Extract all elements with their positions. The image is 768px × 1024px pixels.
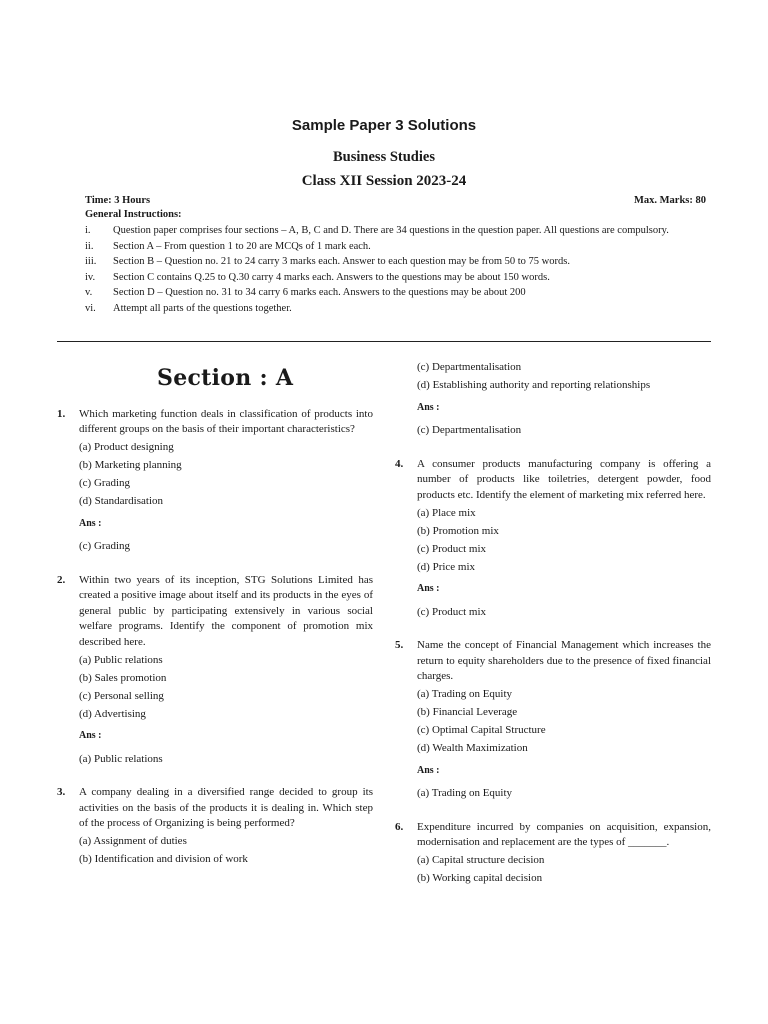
answer-label: Ans : [417,583,440,594]
answer-text: (a) Trading on Equity [417,787,513,799]
option: (b) Promotion mix [417,524,499,537]
question-text: Within two years of its inception, STG Solutions Limited has created a positive image about itself and its products in the eyes of general public by participating extensively in various social welfare programs. Identify the component of promotion mix described here. [79,573,373,648]
question-number: 1. [57,407,66,420]
answer-label: Ans : [417,401,440,413]
question-2 [57,573,373,768]
question-number: 5. [395,639,404,651]
option: (d) Advertising [79,707,146,720]
option: (b) Working capital decision [417,872,543,884]
answer-text: (c) Grading [79,540,131,552]
option: (b) Identification and division of work [79,853,248,865]
question-3-continued [395,360,711,439]
option: (d) Price mix [417,560,476,573]
answer-label: Ans : [417,764,440,776]
option: (b) Marketing planning [79,459,182,471]
question-text: Name the concept of Financial Management which increases the return to equity shareholders due to the presence of fixed financial charges. [417,639,711,682]
instruction-item: v. Section D – Question no. 31 to 34 carry 6 marks each. Answers to the questions may be about 200 [85,287,526,299]
option: (a) Place mix [417,506,476,519]
question-3 [57,785,373,868]
answer-text: (c) Departmentalisation [417,424,522,436]
time-allowed: Time: 3 Hours [85,195,151,206]
instruction-item: iv. Section C contains Q.25 to Q.30 carry 4 marks each. Answers to the questions may be about 150 words. [85,271,550,283]
answer-label: Ans : [79,730,102,741]
option: (d) Wealth Maximization [417,742,528,754]
left-column [57,360,373,868]
option: (a) Assignment of duties [79,835,187,847]
option: (d) Standardisation [79,495,164,507]
option: (a) Capital structure decision [417,854,545,866]
question-number: 4. [395,457,404,470]
option: (c) Personal selling [79,689,164,702]
question-text: A consumer products manufacturing company is offering a number of products like toiletries, detergent powder, food products etc. Identify the element of marketing mix referred here. [417,457,711,501]
question-text: Which marketing function deals in classification of products into different groups on the basis of their important characteristics? [79,407,373,435]
question-6 [395,820,711,887]
section-title: Section : A [157,365,294,391]
option: (c) Optimal Capital Structure [417,724,546,736]
answer-text: (a) Public relations [79,752,163,765]
option: (b) Financial Leverage [417,706,518,718]
answer-label: Ans : [79,517,102,529]
option: (c) Departmentalisation [417,361,522,373]
question-number: 6. [395,820,404,833]
question-4 [395,457,711,621]
header-divider [57,341,711,342]
option: (a) Trading on Equity [417,688,513,700]
right-column [395,360,711,887]
instructions-heading: General Instructions: [85,209,182,220]
answer-text: (c) Product mix [417,605,487,618]
instruction-item: i. Question paper comprises four sections – A, B, C and D. There are 34 questions in the question paper. All questions are compulsory. [85,225,669,236]
option: (a) Public relations [79,653,163,666]
question-number: 3. [57,786,66,798]
question-number: 2. [57,573,66,586]
question-5 [395,638,711,802]
instruction-item: ii. Section A – From question 1 to 20 are MCQs of 1 mark each. [85,240,371,252]
option: (c) Grading [79,477,131,489]
instruction-item: iii. Section B – Question no. 21 to 24 carry 3 marks each. Answer to each question may be from 50 to 75 words. [85,256,570,268]
subject-title: Business Studies [333,149,435,165]
question-text: Expenditure incurred by companies on acquisition, expansion, modernisation and replacement are the types of _______. [417,820,711,848]
instructions-list [85,224,713,318]
max-marks: Max. Marks: 80 [633,195,706,206]
option: (a) Product designing [79,441,174,453]
question-text: A company dealing in a diversified range decided to group its activities on the basis of the products it is dealing in. Which step of the process of Organizing is being performed? [79,786,373,829]
document-title: Sample Paper 3 Solutions [291,117,477,134]
question-1 [57,407,373,555]
instruction-item: vi. Attempt all parts of the questions together. [85,302,292,314]
option: (b) Sales promotion [79,671,167,684]
option: (c) Product mix [417,542,487,555]
class-session: Class XII Session 2023-24 [301,173,467,189]
option: (d) Establishing authority and reporting relationships [417,379,651,391]
